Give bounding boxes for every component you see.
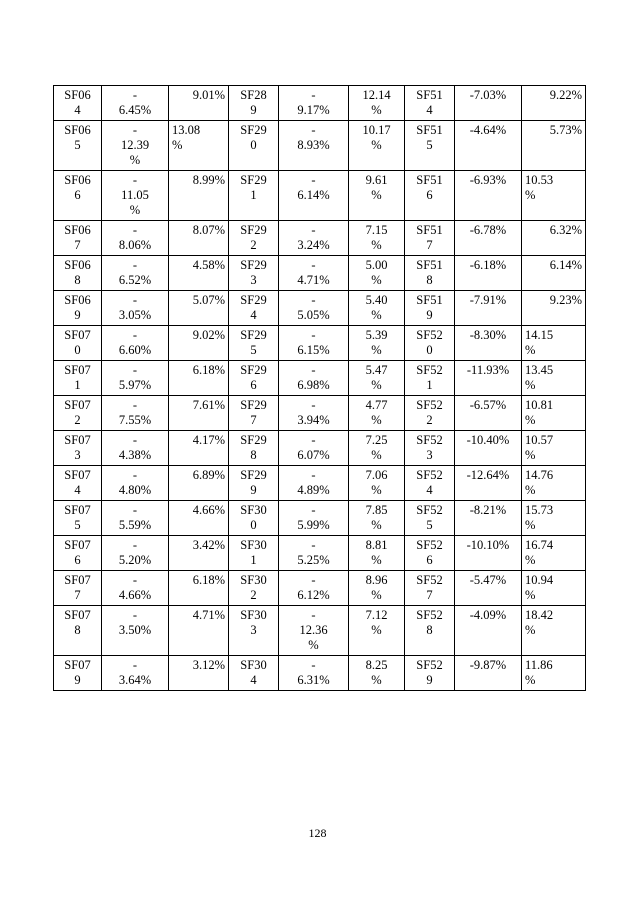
- table-cell-c8: -9.87%: [455, 656, 522, 691]
- table-cell-c7: SF51 8: [405, 256, 455, 291]
- table-cell-c3: 3.12%: [169, 656, 229, 691]
- table-cell-c4: SF30 4: [229, 656, 279, 691]
- table-cell-c4: SF30 1: [229, 536, 279, 571]
- table-row: [54, 171, 586, 221]
- table-cell-c3: 6.18%: [169, 361, 229, 396]
- table-cell-c7: SF52 9: [405, 656, 455, 691]
- table-cell-c8: -11.93%: [455, 361, 522, 396]
- table-cell-c1: SF06 7: [54, 221, 102, 256]
- table-cell-c4: SF29 9: [229, 466, 279, 501]
- table-cell-c5: - 6.15%: [279, 326, 349, 361]
- table-cell-c3: 4.71%: [169, 606, 229, 656]
- table-cell-c3: 6.89%: [169, 466, 229, 501]
- table-cell-c6: 7.15 %: [349, 221, 405, 256]
- table-cell-c2: - 3.50%: [102, 606, 169, 656]
- table-cell-c8: -6.78%: [455, 221, 522, 256]
- table-cell-c3: 9.01%: [169, 86, 229, 121]
- table-cell-c8: -6.57%: [455, 396, 522, 431]
- table-cell-c4: SF30 3: [229, 606, 279, 656]
- table-cell-c3: 7.61%: [169, 396, 229, 431]
- table-cell-c6: 5.47 %: [349, 361, 405, 396]
- table-cell-c4: SF30 0: [229, 501, 279, 536]
- table-cell-c4: SF29 0: [229, 121, 279, 171]
- table-cell-c7: SF52 1: [405, 361, 455, 396]
- table-row: [54, 291, 586, 326]
- table-cell-c1: SF06 9: [54, 291, 102, 326]
- table-cell-c2: - 4.38%: [102, 431, 169, 466]
- table-cell-c9: 13.45 %: [522, 361, 586, 396]
- table-cell-c8: -6.93%: [455, 171, 522, 221]
- table-cell-c6: 7.12 %: [349, 606, 405, 656]
- table-cell-c8: -7.03%: [455, 86, 522, 121]
- table-row: [54, 536, 586, 571]
- table-cell-c6: 5.40 %: [349, 291, 405, 326]
- table-cell-c6: 8.96 %: [349, 571, 405, 606]
- table-cell-c8: -7.91%: [455, 291, 522, 326]
- table-cell-c6: 12.14 %: [349, 86, 405, 121]
- table-row: [54, 396, 586, 431]
- table-cell-c9: 14.15 %: [522, 326, 586, 361]
- table-cell-c6: 7.85 %: [349, 501, 405, 536]
- table-cell-c6: 7.06 %: [349, 466, 405, 501]
- table-cell-c5: - 4.89%: [279, 466, 349, 501]
- table-cell-c7: SF52 5: [405, 501, 455, 536]
- table-cell-c5: - 6.14%: [279, 171, 349, 221]
- table-cell-c3: 5.07%: [169, 291, 229, 326]
- table-row: [54, 656, 586, 691]
- table-cell-c1: SF06 4: [54, 86, 102, 121]
- table-cell-c8: -4.64%: [455, 121, 522, 171]
- table-cell-c7: SF51 4: [405, 86, 455, 121]
- table-cell-c1: SF07 1: [54, 361, 102, 396]
- table-cell-c5: - 4.71%: [279, 256, 349, 291]
- table-row: [54, 121, 586, 171]
- table-cell-c7: SF51 9: [405, 291, 455, 326]
- table-cell-c2: - 7.55%: [102, 396, 169, 431]
- table-body: [54, 86, 586, 691]
- table-cell-c9: 11.86 %: [522, 656, 586, 691]
- table-cell-c7: SF52 0: [405, 326, 455, 361]
- table-cell-c8: -6.18%: [455, 256, 522, 291]
- table-row: [54, 466, 586, 501]
- table-cell-c1: SF06 5: [54, 121, 102, 171]
- table-cell-c4: SF29 2: [229, 221, 279, 256]
- table-cell-c2: - 6.60%: [102, 326, 169, 361]
- table-cell-c1: SF07 9: [54, 656, 102, 691]
- table-cell-c5: - 6.07%: [279, 431, 349, 466]
- table-cell-c3: 8.99%: [169, 171, 229, 221]
- table-cell-c2: - 3.64%: [102, 656, 169, 691]
- table-cell-c9: 10.94 %: [522, 571, 586, 606]
- table-cell-c8: -10.10%: [455, 536, 522, 571]
- table-cell-c4: SF29 7: [229, 396, 279, 431]
- table-cell-c4: SF29 6: [229, 361, 279, 396]
- table-cell-c8: -5.47%: [455, 571, 522, 606]
- table-cell-c9: 9.22%: [522, 86, 586, 121]
- table-row: [54, 431, 586, 466]
- table-cell-c2: - 11.05 %: [102, 171, 169, 221]
- table-cell-c1: SF07 4: [54, 466, 102, 501]
- table-cell-c7: SF51 7: [405, 221, 455, 256]
- table-cell-c2: - 5.20%: [102, 536, 169, 571]
- table-cell-c9: 14.76 %: [522, 466, 586, 501]
- table-cell-c2: - 8.06%: [102, 221, 169, 256]
- table-cell-c3: 9.02%: [169, 326, 229, 361]
- table-cell-c6: 10.17 %: [349, 121, 405, 171]
- table-cell-c3: 4.58%: [169, 256, 229, 291]
- table-cell-c7: SF52 4: [405, 466, 455, 501]
- table-cell-c9: 5.73%: [522, 121, 586, 171]
- table-cell-c2: - 5.59%: [102, 501, 169, 536]
- table-cell-c2: - 5.97%: [102, 361, 169, 396]
- table-cell-c7: SF52 7: [405, 571, 455, 606]
- table-cell-c3: 4.66%: [169, 501, 229, 536]
- table-row: [54, 571, 586, 606]
- table-cell-c5: - 5.99%: [279, 501, 349, 536]
- table-cell-c9: 10.57 %: [522, 431, 586, 466]
- table-cell-c3: 3.42%: [169, 536, 229, 571]
- table-cell-c7: SF52 3: [405, 431, 455, 466]
- table-cell-c7: SF52 8: [405, 606, 455, 656]
- table-cell-c8: -8.21%: [455, 501, 522, 536]
- table-cell-c9: 6.14%: [522, 256, 586, 291]
- table-cell-c6: 5.39 %: [349, 326, 405, 361]
- table-cell-c7: SF51 5: [405, 121, 455, 171]
- table-row: [54, 361, 586, 396]
- table-cell-c4: SF29 4: [229, 291, 279, 326]
- table-cell-c1: SF07 3: [54, 431, 102, 466]
- table-cell-c2: - 4.80%: [102, 466, 169, 501]
- table-row: [54, 86, 586, 121]
- table-row: [54, 256, 586, 291]
- table-cell-c3: 6.18%: [169, 571, 229, 606]
- table-cell-c1: SF06 8: [54, 256, 102, 291]
- table-cell-c2: - 12.39 %: [102, 121, 169, 171]
- table-cell-c8: -10.40%: [455, 431, 522, 466]
- table-cell-c1: SF07 7: [54, 571, 102, 606]
- table-cell-c7: SF51 6: [405, 171, 455, 221]
- table-cell-c6: 5.00 %: [349, 256, 405, 291]
- table-cell-c1: SF07 6: [54, 536, 102, 571]
- table-cell-c5: - 9.17%: [279, 86, 349, 121]
- table-cell-c4: SF29 1: [229, 171, 279, 221]
- table-cell-c6: 8.81 %: [349, 536, 405, 571]
- table-cell-c1: SF07 5: [54, 501, 102, 536]
- table-cell-c1: SF06 6: [54, 171, 102, 221]
- table-cell-c1: SF07 2: [54, 396, 102, 431]
- table-cell-c5: - 6.31%: [279, 656, 349, 691]
- table-row: [54, 606, 586, 656]
- table-cell-c5: - 6.98%: [279, 361, 349, 396]
- table-cell-c9: 10.53 %: [522, 171, 586, 221]
- table-cell-c7: SF52 6: [405, 536, 455, 571]
- table-cell-c3: 8.07%: [169, 221, 229, 256]
- table-row: [54, 501, 586, 536]
- table-cell-c3: 4.17%: [169, 431, 229, 466]
- table-row: [54, 326, 586, 361]
- table-cell-c8: -12.64%: [455, 466, 522, 501]
- returns-table: [53, 85, 586, 691]
- table-cell-c4: SF28 9: [229, 86, 279, 121]
- table-cell-c5: - 12.36 %: [279, 606, 349, 656]
- table-cell-c4: SF29 3: [229, 256, 279, 291]
- table-cell-c6: 4.77 %: [349, 396, 405, 431]
- table-cell-c1: SF07 8: [54, 606, 102, 656]
- table-cell-c6: 9.61 %: [349, 171, 405, 221]
- table-cell-c2: - 3.05%: [102, 291, 169, 326]
- table-cell-c5: - 5.25%: [279, 536, 349, 571]
- table-cell-c5: - 3.94%: [279, 396, 349, 431]
- table-cell-c8: -4.09%: [455, 606, 522, 656]
- table-cell-c5: - 3.24%: [279, 221, 349, 256]
- table-cell-c7: SF52 2: [405, 396, 455, 431]
- table-cell-c5: - 6.12%: [279, 571, 349, 606]
- table-cell-c1: SF07 0: [54, 326, 102, 361]
- table-cell-c3: 13.08 %: [169, 121, 229, 171]
- page-number: 128: [308, 826, 327, 840]
- table-cell-c4: SF30 2: [229, 571, 279, 606]
- table-cell-c9: 18.42 %: [522, 606, 586, 656]
- table-cell-c2: - 6.52%: [102, 256, 169, 291]
- table-cell-c9: 15.73 %: [522, 501, 586, 536]
- table-cell-c8: -8.30%: [455, 326, 522, 361]
- table-cell-c9: 6.32%: [522, 221, 586, 256]
- table-row: [54, 221, 586, 256]
- table-cell-c2: - 4.66%: [102, 571, 169, 606]
- table-cell-c9: 10.81 %: [522, 396, 586, 431]
- table-cell-c4: SF29 5: [229, 326, 279, 361]
- table-cell-c5: - 5.05%: [279, 291, 349, 326]
- table-cell-c9: 9.23%: [522, 291, 586, 326]
- table-cell-c5: - 8.93%: [279, 121, 349, 171]
- table-cell-c2: - 6.45%: [102, 86, 169, 121]
- table-cell-c6: 8.25 %: [349, 656, 405, 691]
- table-cell-c6: 7.25 %: [349, 431, 405, 466]
- table-cell-c4: SF29 8: [229, 431, 279, 466]
- table-cell-c9: 16.74 %: [522, 536, 586, 571]
